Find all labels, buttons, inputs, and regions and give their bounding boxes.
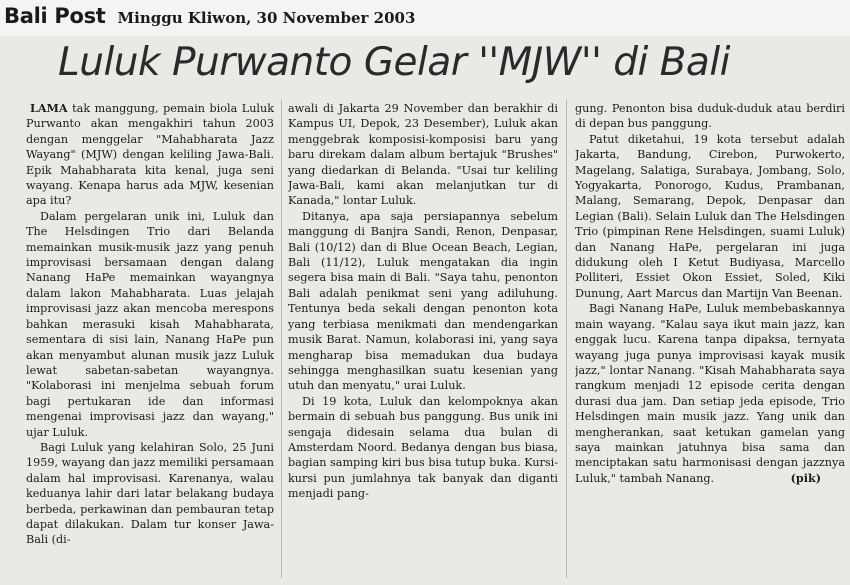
column-divider bbox=[566, 100, 567, 578]
author-byline: (pik) bbox=[790, 470, 821, 485]
paragraph: Bagi Luluk yang kelahiran Solo, 25 Juni 1959, wayang dan jazz memiliki persamaan dalam hal improvisasi. Karenanya, walau keduanya lahir dari latar belakang budaya berbeda, perkawinan dan pembauran tetap dapat dilakukan. Dalam tur konser Jawa-Bali (di- bbox=[26, 440, 274, 547]
paragraph: Patut diketahui, 19 kota tersebut adalah Jakarta, Bandung, Cirebon, Purwokerto, Magelang, Salatiga, Surabaya, Jombang, Solo, Yogyakarta, Ponorogo, Kudus, Prambanan, Malang, Semarang, Depok, Denpasar dan Legian (Bali). Selain Luluk dan The Helsdingen Trio (pimpinan Rene Helsdingen, suami Luluk) dan Nanang HaPe, pergelaran ini juga didukung oleh I Ketut Budiyasa, Marcello Polliteri, Essiet Okon Essiet, Soled, Kiki Dunung, Aart Marcus dan Martijn Van Beenan. bbox=[575, 132, 845, 300]
column-divider bbox=[281, 100, 282, 578]
paragraph bbox=[575, 301, 845, 486]
paragraph-text: tak manggung, pemain biola Luluk Purwanto akan mengakhiri tahun 2003 dengan menggelar "Mahabharata Jazz Wayang" (MJW) dengan keliling Jawa-Bali. Epik Mahabharata kita kenal, juga seni wayang. Kenapa harus ada MJW, kesenian apa itu? bbox=[26, 102, 274, 208]
paragraph: Di 19 kota, Luluk dan kelompoknya akan bermain di sebuah bus panggung. Bus unik ini sengaja didesain selama dua bulan di Amsterdam Noord. Bedanya dengan bus biasa, bagian samping kiri bus bisa tutup buka. Kursi-kursi pun jumlahnya tak banyak dan diganti menjadi pang- bbox=[288, 394, 558, 501]
paragraph: Ditanya, apa saja persiapannya sebelum manggung di Banjra Sandi, Renon, Denpasar, Bali (10/12) dan di Blue Ocean Beach, Legian, Bali (11/12), Luluk mengatakan dia ingin segera bisa main di Bali. "Saya tahu, penonton Bali adalah penikmat seni yang adiluhung. Tentunya beda sekali dengan penonton kota yang terbiasa menikmati dan mendengarkan musik Barat. Namun, kolaborasi ini, yang saya mengharap bisa memadukan dua budaya sehingga menghasilkan suatu kesenian yang utuh dan menyatu," urai Luluk. bbox=[288, 209, 558, 393]
article-column-1 bbox=[26, 101, 274, 581]
paragraph-text: Bagi Nanang HaPe, Luluk membebaskannya main wayang. "Kalau saya ikut main jazz, kan enggak lucu. Karena tanpa dipaksa, ternyata wayang juga punya improvisasi kayak musik jazz," lontar Nanang. "Kisah Mahabharata saya rangkum menjadi 12 episode cerita dengan durasi dua jam. Dan setiap jeda episode, Trio Helsdingen main musik jazz. Yang unik dan mengherankan, saat ketukan gamelan yang saya mainkan jatuhnya bisa sama dan menciptakan satu harmonisasi dengan jazznya Luluk," tambah Nanang. bbox=[575, 302, 845, 485]
masthead bbox=[0, 0, 850, 36]
lead-word: LAMA bbox=[30, 101, 68, 115]
paragraph bbox=[26, 101, 274, 209]
publication-date: Minggu Kliwon, 30 November 2003 bbox=[117, 9, 416, 27]
article-headline: Luluk Purwanto Gelar ''MJW'' di Bali bbox=[58, 40, 731, 85]
article-column-3 bbox=[575, 101, 845, 581]
newspaper-name: Bali Post bbox=[4, 4, 106, 28]
article-column-2 bbox=[288, 101, 558, 581]
paragraph: awali di Jakarta 29 November dan berakhir di Kampus UI, Depok, 23 Desember), Luluk akan menggebrak komposisi-komposisi baru yang baru direkam dalam album bertajuk "Brushes" yang diedarkan di Belanda. "Usai tur keliling Jawa-Bali, kami akan melanjutkan tur di Kanada," lontar Luluk. bbox=[288, 102, 558, 208]
paragraph: gung. Penonton bisa duduk-duduk atau berdiri di depan bus panggung. bbox=[575, 102, 845, 131]
paragraph: Dalam pergelaran unik ini, Luluk dan The Helsdingen Trio dari Belanda memainkan musik-musik jazz yang penuh improvisasi bersamaan dengan dalang Nanang HaPe memainkan wayangnya dalam lakon Mahabharata. Luas jelajah improvisasi jazz akan mencoba merespons bahkan merasuki kisah Mahabharata, sementara di sisi lain, Nanang HaPe pun akan menyambut alunan musik jazz Luluk lewat sabetan-sabetan wayangnya. "Kolaborasi ini menjelma sebuah forum bagi pertukaran ide dan informasi mengenai improvisasi jazz dan wayang," ujar Luluk. bbox=[26, 209, 274, 439]
